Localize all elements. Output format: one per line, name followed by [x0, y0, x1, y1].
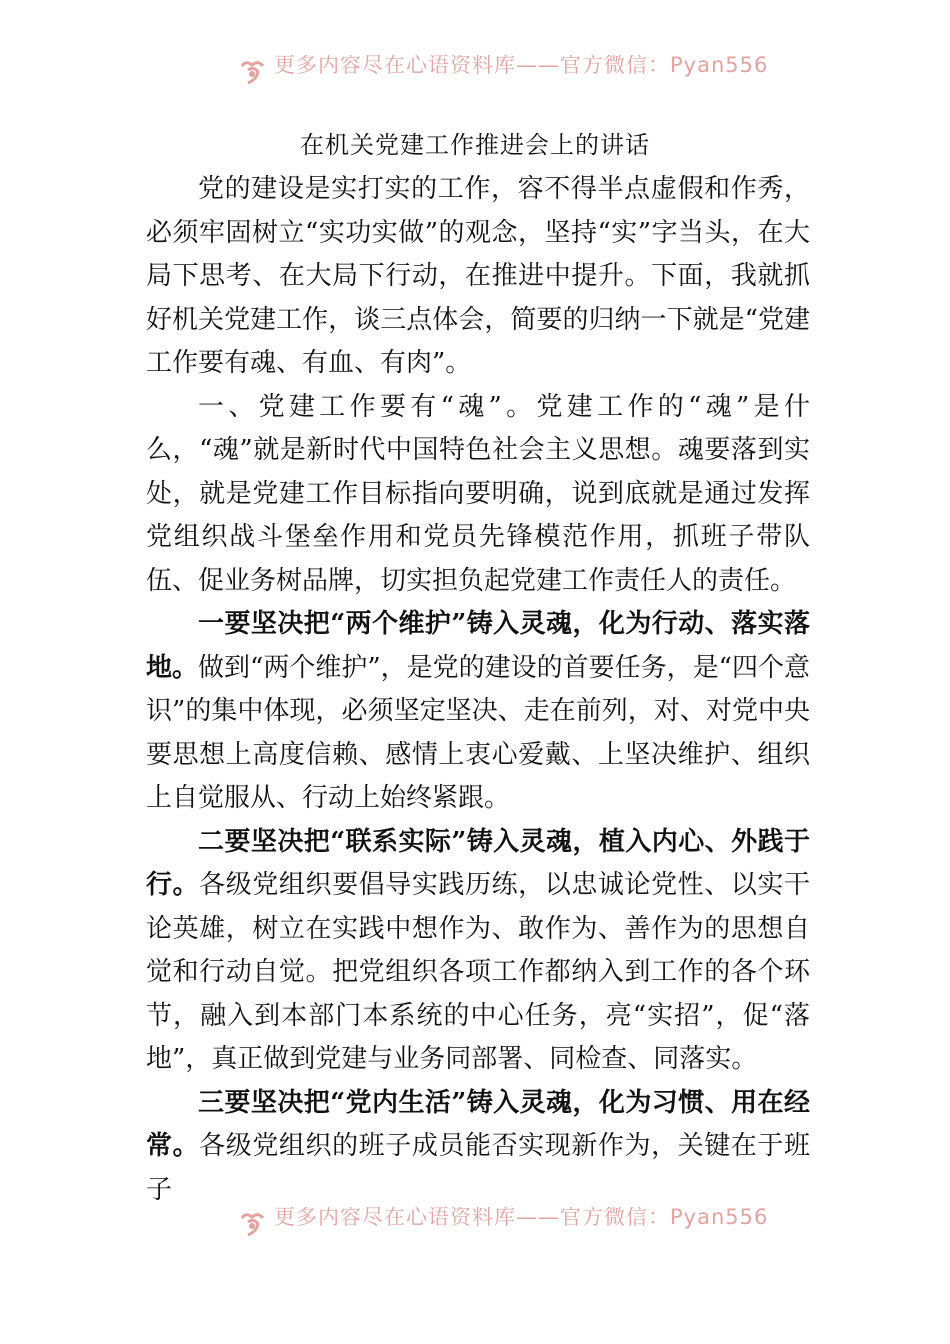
heart-swirl-logo-icon [238, 1208, 268, 1238]
footer-watermark [0, 1207, 950, 1239]
paragraph-intro [146, 168, 810, 386]
paragraph-lead: 二要坚决把“联系实际”铸入灵魂，植入内心、外践于行。 [146, 826, 810, 900]
watermark-text: 更多内容尽在心语资料库——官方微信：Pyan556 [274, 1207, 769, 1229]
paragraph-lead: 三要坚决把“党内生活”铸入灵魂，化为习惯、用在经常。 [146, 1087, 810, 1161]
paragraph-point-three [146, 1082, 810, 1213]
paragraph-lead: 一要坚决把“两个维护”铸入灵魂，化为行动、落实落地。 [146, 609, 810, 683]
paragraph-point-two [146, 821, 810, 1082]
watermark-text: 更多内容尽在心语资料库——官方微信：Pyan556 [274, 55, 769, 77]
document-title: 在机关党建工作推进会上的讲话 [300, 131, 650, 159]
paragraph-point-one [146, 603, 810, 821]
paragraph-text: 各级党组织的班子成员能否实现新作为，关键在于班子 [146, 1131, 810, 1205]
header-watermark [0, 55, 950, 87]
paragraph-text: 一、党建工作要有“魂”。党建工作的“魂”是什么，“魂”就是新时代中国特色社会主义思想。魂要落到实处，就是党建工作目标指向要明确，说到底就是通过发挥党组织战斗堡垒作用和党员先锋模范作用，抓班子带队伍、促业务树品牌，切实担负起党建工作责任人的责任。 [146, 391, 810, 596]
heart-swirl-logo-icon [238, 56, 268, 86]
paragraph-section-one [146, 386, 810, 604]
paragraph-text: 党的建设是实打实的工作，容不得半点虚假和作秀，必须牢固树立“实功实做”的观念，坚持“实”字当头，在大局下思考、在大局下行动，在推进中提升。下面，我就抓好机关党建工作，谈三点体会，简要的归纳一下就是“党建工作要有魂、有血、有肉”。 [146, 174, 810, 378]
paragraph-text: 做到“两个维护”，是党的建设的首要任务，是“四个意识”的集中体现，必须坚定坚决、走在前列，对、对党中央要思想上高度信赖、感情上衷心爱戴、上坚决维护、组织上自觉服从、行动上始终紧跟。 [146, 652, 810, 813]
document-body [146, 168, 810, 1212]
paragraph-text: 各级党组织要倡导实践历练，以忠诚论党性、以实干论英雄，树立在实践中想作为、敢作为、善作为的思想自觉和行动自觉。把党组织各项工作都纳入到工作的各个环节，融入到本部门本系统的中心任务，亮“实招”，促“落地”，真正做到党建与业务同部署、同检查、同落实。 [146, 870, 810, 1074]
